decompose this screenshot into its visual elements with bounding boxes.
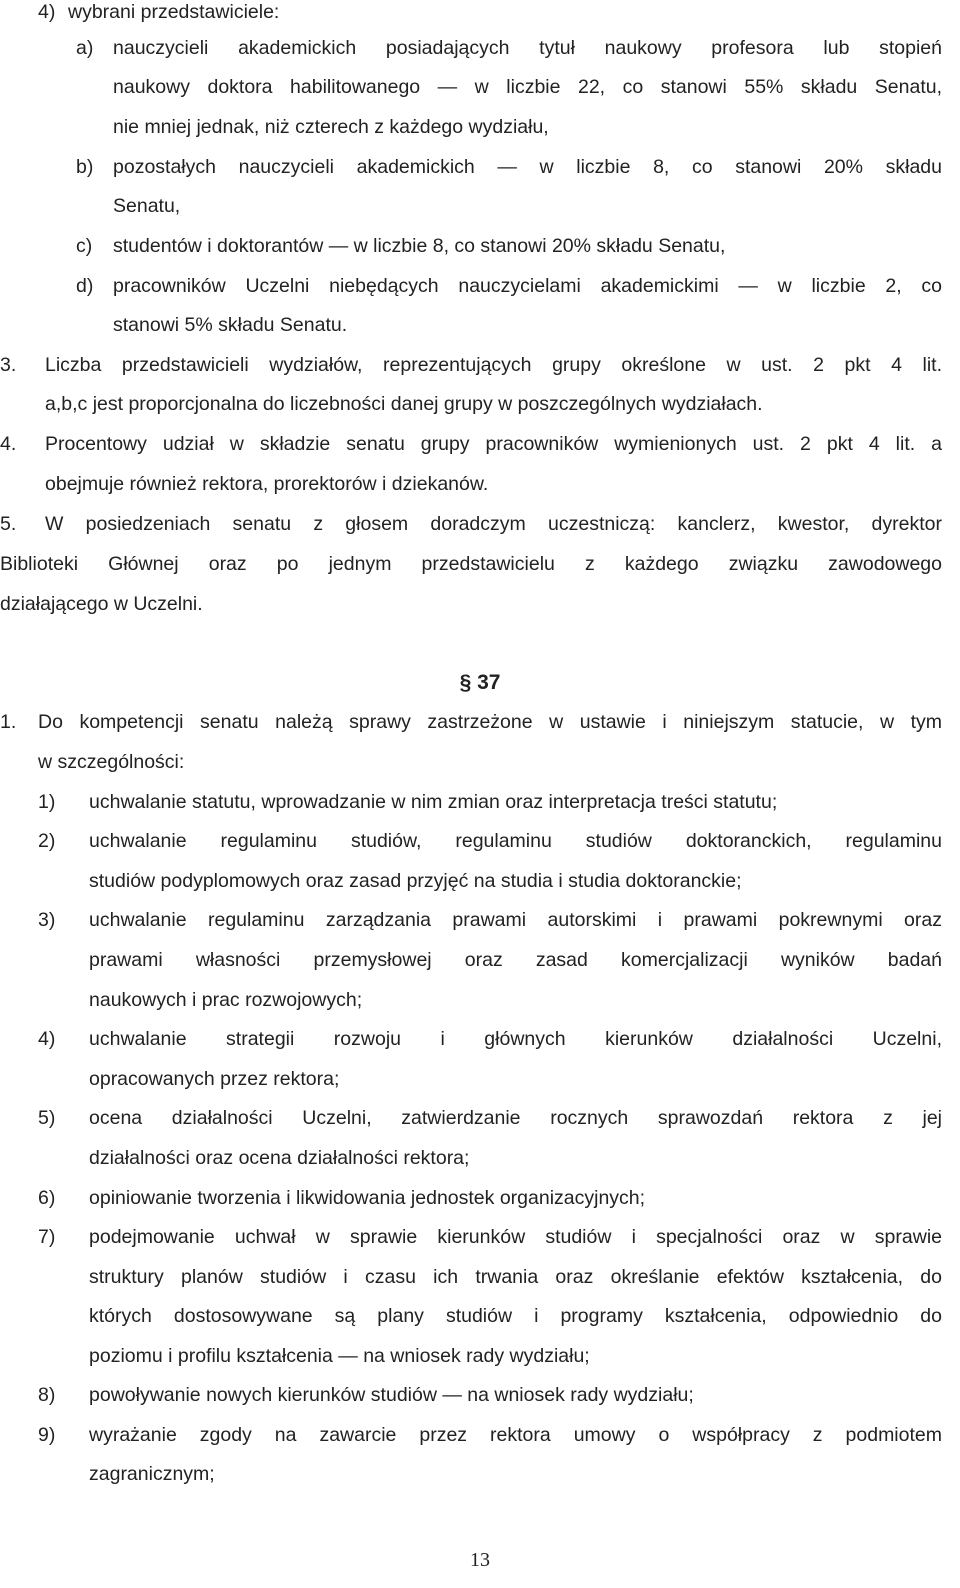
text-line: W posiedzeniach senatu z głosem doradczym uczestniczą: kanclerz, kwestor, dyrektor	[45, 513, 942, 535]
text-line: uchwalanie statutu, wprowadzanie w nim zmian oraz interpretacja treści statutu;	[89, 791, 778, 813]
text-line: uchwalanie regulaminu zarządzania prawami autorskimi i prawami pokrewnymi oraz	[89, 909, 942, 931]
text-line: opiniowanie tworzenia i likwidowania jednostek organizacyjnych;	[89, 1187, 646, 1209]
text-line: poziomu i profilu kształcenia — na wniosek rady wydziału;	[89, 1345, 590, 1367]
text-line: Biblioteki Głównej oraz po jednym przedstawicielu z każdego związku zawodowego	[0, 553, 942, 575]
text-line: Procentowy udział w składzie senatu grupy pracowników wymienionych ust. 2 pkt 4 lit. a	[45, 433, 942, 455]
text-line: ocena działalności Uczelni, zatwierdzanie rocznych sprawozdań rektora z jej	[89, 1107, 942, 1129]
text-line: Liczba przedstawicieli wydziałów, reprezentujących grupy określone w ust. 2 pkt 4 lit.	[45, 354, 942, 376]
point-marker-5: 5.	[0, 513, 17, 535]
text-line: wyrażanie zgody na zawarcie przez rektora umowy o współpracy z podmiotem	[89, 1424, 942, 1446]
text-line: stanowi 5% składu Senatu.	[113, 314, 348, 336]
list-marker: 2)	[38, 830, 56, 852]
list-marker: 4)	[38, 1, 56, 23]
list-marker: 9)	[38, 1424, 56, 1446]
point-marker-3: 3.	[0, 354, 17, 376]
list-marker: 7)	[38, 1226, 56, 1248]
sub-marker-a: a)	[76, 37, 94, 59]
text-line: pozostałych nauczycieli akademickich — w liczbie 8, co stanowi 20% składu	[113, 156, 942, 178]
text-line: naukowych i prac rozwojowych;	[89, 989, 363, 1011]
text-line: obejmuje również rektora, prorektorów i dziekanów.	[45, 473, 489, 495]
list-marker: 4)	[38, 1028, 56, 1050]
list-marker: 8)	[38, 1384, 56, 1406]
text-line: w szczególności:	[38, 751, 185, 773]
text-line: prawami własności przemysłowej oraz zasad komercjalizacji wyników badań	[89, 949, 942, 971]
page-number: 13	[470, 1549, 490, 1571]
text-line: naukowy doktora habilitowanego — w liczbie 22, co stanowi 55% składu Senatu,	[113, 76, 942, 98]
text-line: opracowanych przez rektora;	[89, 1068, 340, 1090]
text-line: Do kompetencji senatu należą sprawy zastrzeżone w ustawie i niniejszym statucie, w tym	[38, 711, 942, 733]
sub-marker-c: c)	[76, 235, 93, 257]
text-line: działającego w Uczelni.	[0, 593, 203, 615]
text-line: a,b,c jest proporcjonalna do liczebności danej grupy w poszczególnych wydziałach.	[45, 393, 763, 415]
text-line: studiów podyplomowych oraz zasad przyjęć na studia i studia doktoranckie;	[89, 870, 742, 892]
text-line: Senatu,	[113, 195, 181, 217]
text-line: studentów i doktorantów — w liczbie 8, co stanowi 20% składu Senatu,	[113, 235, 726, 257]
text-line: struktury planów studiów i czasu ich trwania oraz określanie efektów kształcenia, do	[89, 1266, 942, 1288]
point-marker-1: 1.	[0, 711, 17, 733]
point-marker-4: 4.	[0, 433, 17, 455]
text-line: nie mniej jednak, niż czterech z każdego wydziału,	[113, 116, 549, 138]
text-line: działalności oraz ocena działalności rektora;	[89, 1147, 470, 1169]
text-line: powoływanie nowych kierunków studiów — na wniosek rady wydziału;	[89, 1384, 694, 1406]
list-heading: wybrani przedstawiciele:	[68, 1, 280, 23]
section-heading: § 37	[459, 671, 501, 694]
list-marker: 5)	[38, 1107, 56, 1129]
text-line: których dostosowywane są plany studiów i programy kształcenia, odpowiednio do	[89, 1305, 942, 1327]
list-marker: 3)	[38, 909, 56, 931]
text-line: uchwalanie strategii rozwoju i głównych kierunków działalności Uczelni,	[89, 1028, 942, 1050]
text-line: uchwalanie regulaminu studiów, regulaminu studiów doktoranckich, regulaminu	[89, 830, 942, 852]
text-line: pracowników Uczelni niebędących nauczycielami akademickimi — w liczbie 2, co	[113, 275, 942, 297]
list-marker: 1)	[38, 791, 56, 813]
sub-marker-d: d)	[76, 275, 94, 297]
sub-marker-b: b)	[76, 156, 94, 178]
text-line: nauczycieli akademickich posiadających tytuł naukowy profesora lub stopień	[113, 37, 942, 59]
text-line: podejmowanie uchwał w sprawie kierunków studiów i specjalności oraz w sprawie	[89, 1226, 942, 1248]
list-marker: 6)	[38, 1187, 56, 1209]
text-line: zagranicznym;	[89, 1463, 215, 1485]
